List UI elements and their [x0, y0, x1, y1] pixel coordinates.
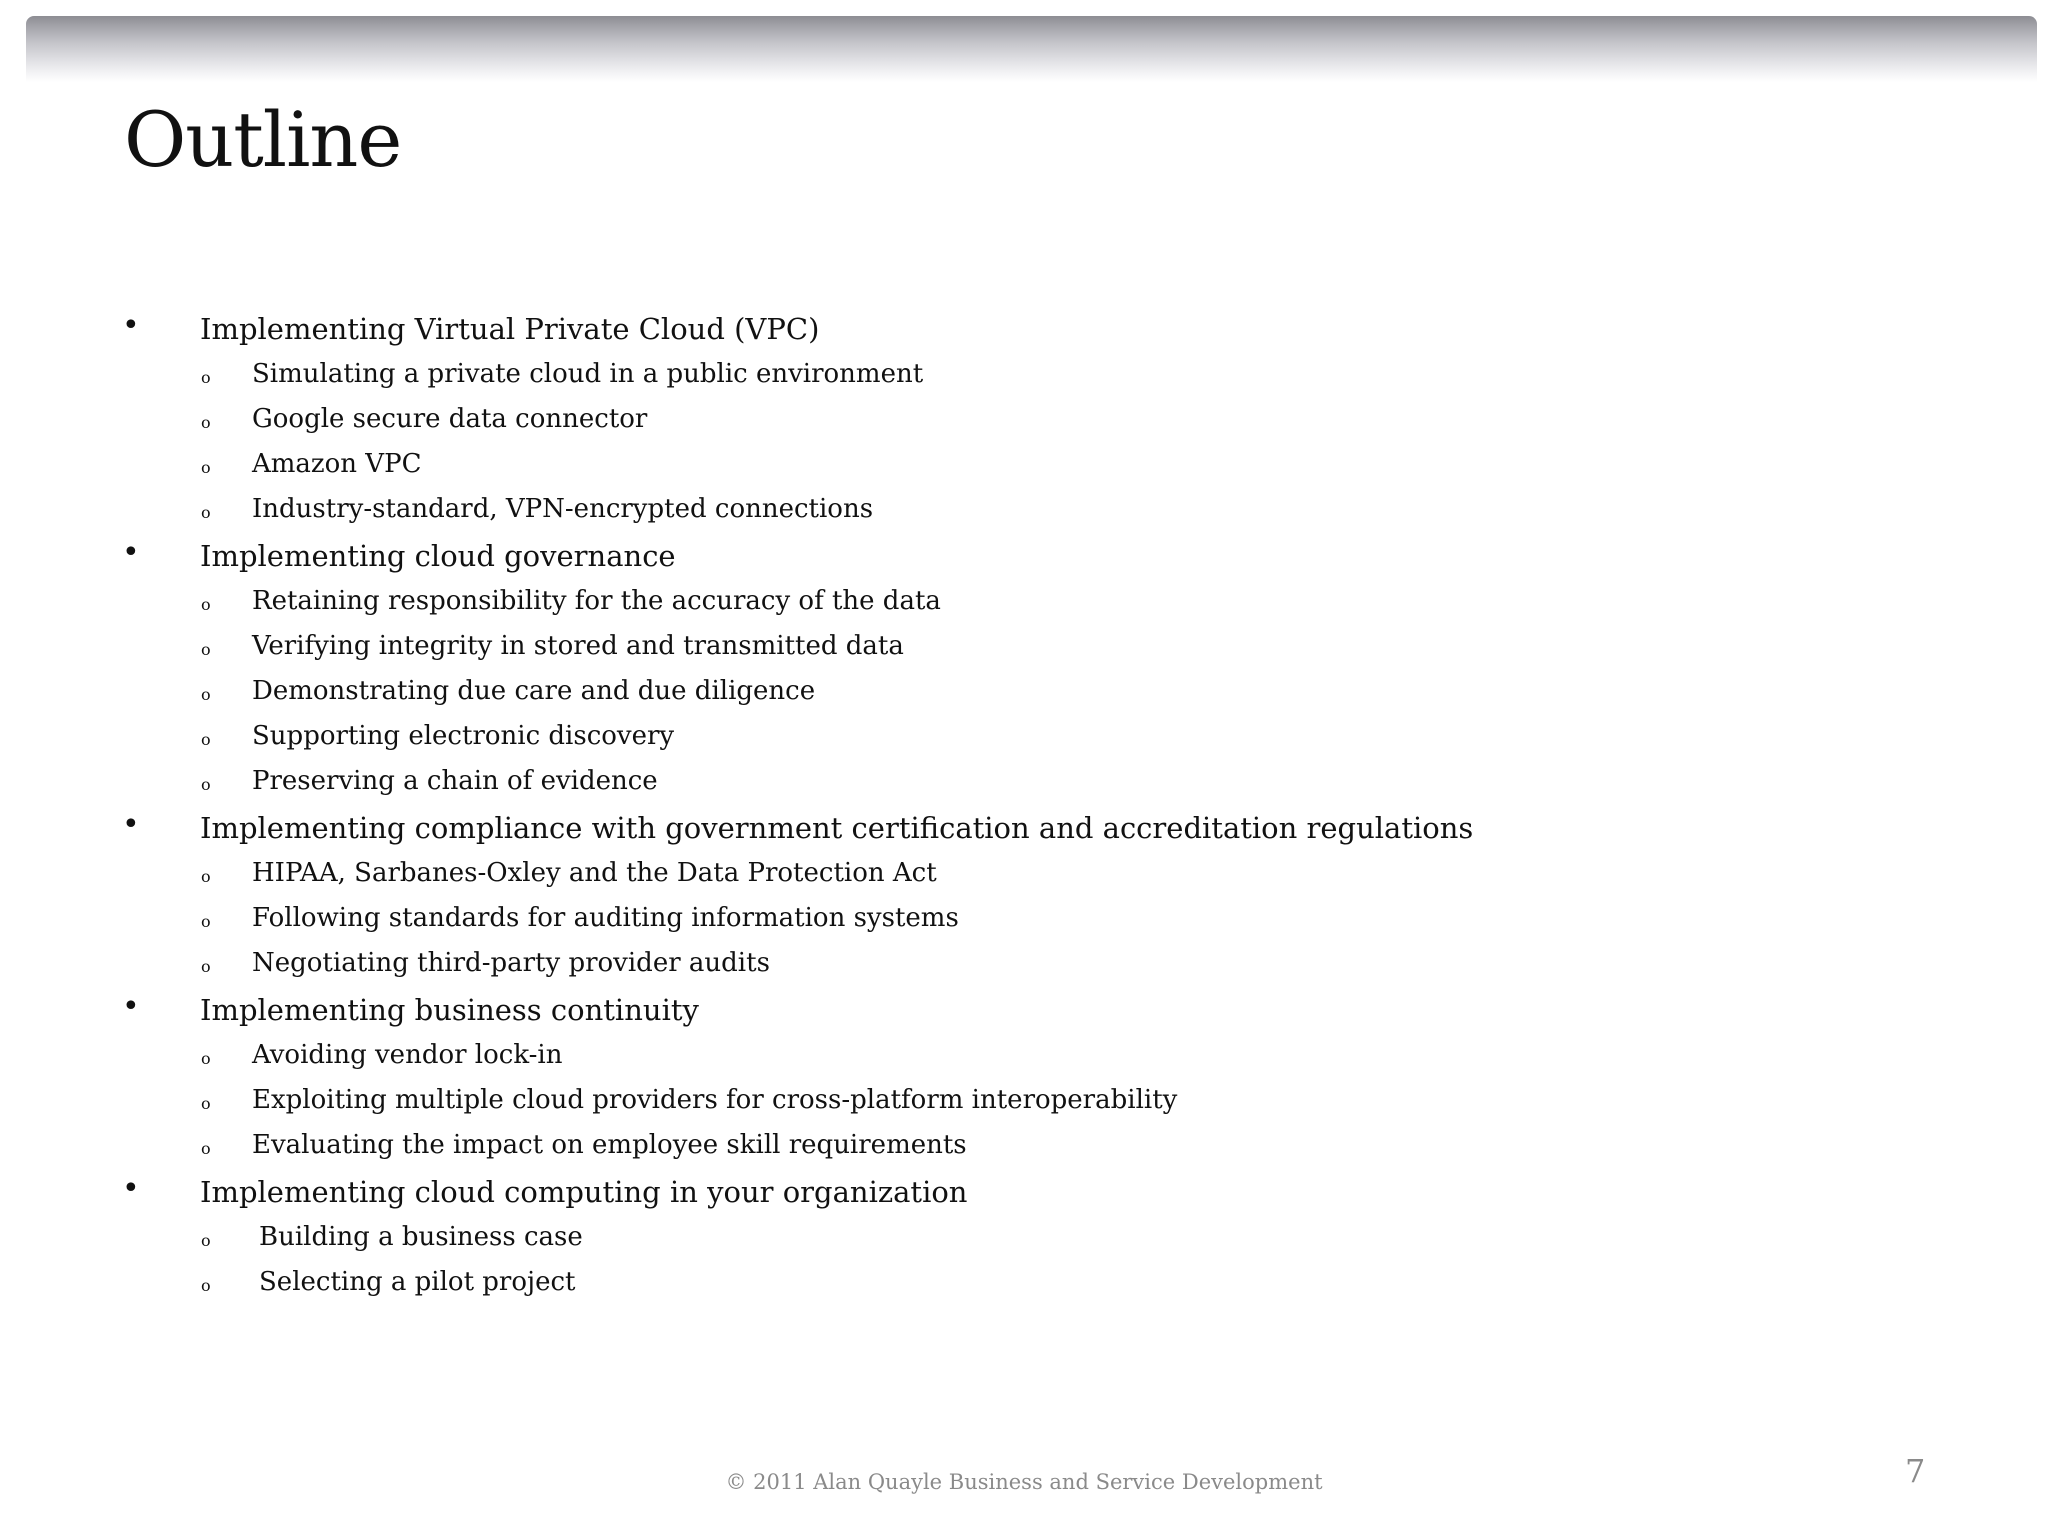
bullet-circle-icon: o	[201, 912, 211, 931]
outline-item-text: Implementing business continuity	[200, 993, 699, 1027]
outline-item-text: Implementing Virtual Private Cloud (VPC)	[200, 312, 820, 346]
copyright-footer: © 2011 Alan Quayle Business and Service Development	[725, 1470, 1323, 1494]
outline-subitem-text: Evaluating the impact on employee skill requirements	[252, 1130, 967, 1160]
outline-subitem-text: HIPAA, Sarbanes-Oxley and the Data Protection Act	[252, 858, 937, 888]
bullet-circle-icon: o	[201, 1231, 211, 1250]
bullet-circle-icon: o	[201, 1094, 211, 1113]
bullet-circle-icon: o	[201, 1049, 211, 1068]
bullet-dot-icon: •	[122, 989, 140, 1024]
outline-item-text: Implementing compliance with government certification and accreditation regulations	[200, 811, 1474, 845]
outline-subitem-text: Following standards for auditing information systems	[252, 903, 959, 933]
outline-subitem-text: Preserving a chain of evidence	[252, 766, 658, 796]
slide-header-bar	[26, 16, 2037, 82]
bullet-circle-icon: o	[201, 503, 211, 522]
outline-subitem-text: Amazon VPC	[252, 449, 422, 479]
bullet-circle-icon: o	[201, 1139, 211, 1158]
outline-subitem-text: Negotiating third-party provider audits	[252, 948, 770, 978]
bullet-dot-icon: •	[122, 1171, 140, 1206]
outline-subitem-text: Building a business case	[259, 1222, 583, 1252]
outline-subitem-text: Google secure data connector	[252, 404, 648, 434]
bullet-circle-icon: o	[201, 867, 211, 886]
outline-subitem-text: Selecting a pilot project	[259, 1267, 576, 1297]
outline-subitem-text: Exploiting multiple cloud providers for cross-platform interoperability	[252, 1085, 1178, 1115]
outline-item-text: Implementing cloud computing in your organization	[200, 1175, 968, 1209]
outline-subitem-text: Supporting electronic discovery	[252, 721, 675, 751]
bullet-circle-icon: o	[201, 595, 211, 614]
bullet-circle-icon: o	[201, 957, 211, 976]
bullet-dot-icon: •	[122, 308, 140, 343]
bullet-circle-icon: o	[201, 458, 211, 477]
bullet-dot-icon: •	[122, 807, 140, 842]
bullet-circle-icon: o	[201, 640, 211, 659]
slide-title: Outline	[124, 95, 402, 184]
page-number: 7	[1905, 1452, 1926, 1490]
bullet-dot-icon: •	[122, 535, 140, 570]
bullet-circle-icon: o	[201, 368, 211, 387]
outline-subitem-text: Demonstrating due care and due diligence	[252, 676, 816, 706]
bullet-circle-icon: o	[201, 775, 211, 794]
outline-subitem-text: Retaining responsibility for the accuracy of the data	[252, 586, 941, 616]
outline-subitem-text: Verifying integrity in stored and transmitted data	[252, 631, 904, 661]
outline-subitem-text: Simulating a private cloud in a public environment	[252, 359, 924, 389]
outline-subitem-text: Avoiding vendor lock-in	[252, 1040, 563, 1070]
outline-subitem-text: Industry-standard, VPN-encrypted connections	[252, 494, 874, 524]
outline-item-text: Implementing cloud governance	[200, 539, 676, 573]
bullet-circle-icon: o	[201, 730, 211, 749]
bullet-circle-icon: o	[201, 413, 211, 432]
bullet-circle-icon: o	[201, 1276, 211, 1295]
bullet-circle-icon: o	[201, 685, 211, 704]
